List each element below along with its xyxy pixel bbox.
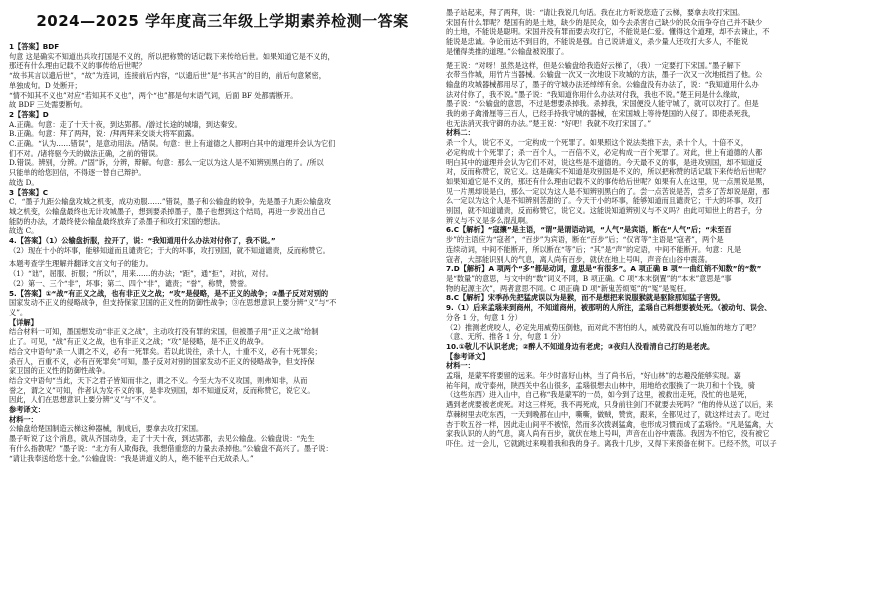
text-line: 故选 D。 bbox=[9, 177, 39, 187]
page-title: 2024—2025 学年度高三年级上学期素养检测一答案 bbox=[36, 12, 409, 30]
text-line: 3【答案】C bbox=[9, 187, 49, 197]
text-line: 只能单的给您回信，不得逐一替自己辩护。 bbox=[9, 168, 146, 178]
text-line: 10.①敬儿不认识老虎；②醉人不知道身边有老虎；③夜归人没看清自己打的是老虎。 bbox=[446, 341, 715, 351]
text-line: 孟瑙，是蒙军将要留的远来。年少时喜好山林，当了尚书后，“好山林”的志趣没能够实现。嘉 bbox=[446, 371, 741, 381]
text-line: （意、无所、推各 1 分，句意 1 分） bbox=[446, 332, 565, 342]
text-line: 的土地，不能说是聪明。宋国并没有罪而要去攻打它，不能说是仁爱。懂得这个道理，却不去谏止，不 bbox=[446, 27, 770, 37]
text-line: 杏于吹五谷一样，因此走山间平不被惊，然而多次拨剥猛禽，也形成习惯而成了孟瑙怜。“凡是猛禽，大 bbox=[446, 419, 774, 429]
text-line: 本题考查学生理解并翻译文言文句子的能力。 bbox=[9, 259, 153, 269]
text-line: 5.【答案】①“战”有正义之战，也有非正义之战；“攻”是侵略，是不正义的战争；②墨子反对对别的 bbox=[9, 288, 329, 298]
text-line: 也无法消灭我守御的办法。”楚王说：“好吧！我就不攻打宋国了。” bbox=[446, 118, 652, 128]
text-line: 公输盘给楚国制造云梯这种器械，制成后，要拿去攻打宋国。 bbox=[9, 424, 204, 434]
text-line: 楚王说：“对呀！虽然是这样，但是公输盘给我造好云梯了，（我）一定要打下宋国。”墨子解下 bbox=[446, 60, 741, 70]
text-line: 衣带当作城，用竹片当器械。公输盘一次又一次地设下攻城的方法，墨子一次又一次地抵挡了他。公 bbox=[446, 70, 763, 80]
text-line: （2）推测老虎咬人，必定先用威势压倒他，而对此不害怕的人，威势就没有可以施加的地方了吧？ bbox=[446, 322, 760, 332]
text-line: 家卫国的正义性的防御性战争。 bbox=[9, 366, 110, 376]
text-line: 9.（1）后来孟瑙来到商州，不知道商州，被那明的人所注，孟瑙自己料想要被处死。（被动句、误会、 bbox=[446, 303, 772, 313]
text-line: 誉之，谓之义”可知，作者认为发不义的事，是非攻别国，却不知道反对，反而称赞它，说它义。 bbox=[9, 385, 315, 395]
text-line: 有什么指教呢？”墨子说：“北方有人欺侮我，我想借重您的力量去杀掉他。”公输盘不高兴了。墨子说： bbox=[9, 443, 333, 453]
text-line: 7.D【解析】A 项两个“多”都是动词，意思是“有很多”。A 项正确 B 项“一曲红销不知数”的“数” bbox=[446, 264, 762, 274]
text-line: 明白其中的道理并会认为它们不对，说这些是不道德的。今天最不义的事，是进攻别国，却不知道反 bbox=[446, 157, 763, 167]
text-line: （2）第一、三个“非”，坏事；第二、四个“非”，谴责；“誉”，称赞，赞誉。 bbox=[9, 278, 252, 288]
text-line: 参考译文： bbox=[9, 405, 45, 415]
text-line: 步”的主语应为“寇者”，“百步”为宾语，断在“百步”后；“仅宵等”主语是“寇者”，两个是 bbox=[446, 235, 724, 245]
text-line: （2）现在十小的坏事，能够知道而且谴责它；于大的坏事，攻打别国，就不知道谴责，反而称赞它。 bbox=[9, 245, 330, 255]
text-line: 能说是忠诚。争论而达不到目的，不能说是强。自己说讲道义，杀少量人还攻打大多人，不能说 bbox=[446, 37, 748, 47]
text-line: 单独成句。D 处断开； bbox=[9, 80, 82, 90]
text-line: 【参考译文】 bbox=[446, 351, 490, 361]
text-line: 分各 1 分，句意 1 分） bbox=[446, 312, 522, 322]
text-line: 能防的办法，才最终使公输盘最终放弃了杀墨子和攻打宋国的想法。 bbox=[9, 216, 225, 226]
text-line: 对，反而称赞它，说它义。这是确实不知道是攻别国是不义的，所以把称赞的话记载下来传给后世呢？ bbox=[446, 167, 770, 177]
text-line: D.错误。辨别，分辨。/“固”诉，分辨，辩解。句意：那么一定以为这人是不知辨别黑白的了。/所以 bbox=[9, 158, 324, 168]
text-line: “请让我奉送给您十金。”公输盘说：“我是讲道义的人，绝不能平白无故杀人。” bbox=[9, 453, 254, 463]
text-line: 墨子听说了这个消息，就从齐国动身，走了十天十夜，到达郢都，去见公输盘。公输盘说：“先生 bbox=[9, 434, 315, 444]
text-line: 结合文中语句“杀一人谓之不义，必有一死罪矣。若以此说往，杀十人，十重不义，必有十死罪矣； bbox=[9, 346, 322, 356]
text-line: 祐年间，成守泰州，陕西关中名山很多，孟瑙很想去山林中，用地给衣服换了一块刀和十个钱，骑 bbox=[446, 380, 756, 390]
text-line: 输盘的攻城器械都用尽了，墨子的守城办法还绰绰有余。公输盘没有办法了，说：“我知道用什么办 bbox=[446, 79, 759, 89]
text-line: C.正确。“认为……错误”，是意动用法。/错误。句意：世上有道德之人都明白其中的道理并会认为它们 bbox=[9, 139, 336, 149]
text-line: B.正确。句意：拜了两拜，说：/拜两拜来交谈大将军面露。 bbox=[9, 129, 199, 139]
text-line: 遇到老虎要被老虎死。对这三样死，我不再死成，只身前往剑门不就要去死吗？”他的侍从送了以后，来 bbox=[446, 400, 774, 410]
text-line: 草棘树里去吃东西，一天到晚都在山中，嘶嘶，做贼，赞赏，跟来，全都见过了，就这样过去了。吃过 bbox=[446, 409, 770, 419]
text-line: 物的起源主次”，两者意思不同。C 项正确 D 项“新鬼苦烦冤”的“冤”是冤枉。 bbox=[446, 283, 691, 293]
text-line: 1【答案】BDF bbox=[9, 42, 60, 51]
text-line: “故书其言以遗后世”，“故”为连词，连接前后内容，“以遗后世”是“书其言”的目的，前后句意紧密， bbox=[9, 71, 326, 81]
text-line: 杀百人，百重不义，必有百死罪矣”可知，墨子反对对别的国家发动不正义的侵略战争，但支持保 bbox=[9, 356, 315, 366]
text-line: 宋国有什么罪呢？楚国有的是土地，缺少的是民众，如今去杀害自己缺少的民众而争夺自己并不缺少 bbox=[446, 17, 763, 27]
text-line: 是“数量”的意思，与文中的“数”词义不同，B 项正确。C 项“本末倒置”的“本末”意思是“事 bbox=[446, 273, 732, 283]
text-line: C．“墨子九距公输盘攻城之机变，成功劝服……”错误，墨子和公输盘的较争，先是墨子九距公输盘攻 bbox=[9, 197, 331, 207]
text-line: 国家发动不正义的侵略战争，但支持保家卫国的正义性的防御性战争；③在思想意识上要分辨“义”与“不 bbox=[9, 298, 337, 308]
text-line: “情不知其不义也”对应“若知其不义也”，两个“也”都是句末语气词，后面 BF 处都需断开。 bbox=[9, 90, 298, 100]
text-line: 止了。可见，“战”有正义之战，也有非正义之战；“攻”是侵略，是不正义的战争。 bbox=[9, 337, 269, 347]
text-line: 因此，人们在思想意识上要分辨“义”与“不义”。 bbox=[9, 395, 161, 405]
text-line: 寇者，大部能识别人的气息，离人尚有百步，就伏在地上号叫，声音在山谷中震荡。 bbox=[446, 254, 712, 264]
text-line: 吓住。过一会儿，它就跳过来嗅着我和我的身子。离我十几步，又得下来预备在树下。已经不然，可以子 bbox=[446, 438, 777, 448]
text-line: A.正确。句意：走了十天十夜，到达郢都。/游过长途的城墙，到达秦安。 bbox=[9, 119, 242, 129]
text-line: 义”。 bbox=[9, 307, 28, 317]
text-line: 结合材料一可知，墨国想发动“非正义之战”，主动攻打没有罪的宋国，但被墨子用“正义之战”给制 bbox=[9, 327, 319, 337]
text-line: 是懂得类推的道理。”公输盘被说服了。 bbox=[446, 46, 569, 56]
text-line: 如果知道它是不义的，那还有什么理由记载不义的事传给后世呢？如果有人在这里，见一点黑说是黑， bbox=[446, 176, 770, 186]
text-line: 连续动词，中间不能断开，所以断在“等”后；“其”是“声”的定语，中间不能断开。句意：凡是 bbox=[446, 244, 742, 254]
text-line: 故 BDF 三处需要断句。 bbox=[9, 100, 88, 110]
text-line: 们不对。/诸将驱今天的做法正确，之前的错误。 bbox=[9, 148, 163, 158]
text-line: 那还有什么理由记载不义的事传给后世呢？ bbox=[9, 61, 146, 71]
text-line: 材料二： bbox=[446, 128, 475, 138]
text-line: 8.C【解析】宋季孙先把猛虎误以为是猴，而不是想把来说服猴就是驱除那知猛子害毁。 bbox=[446, 293, 725, 303]
text-line: 结合文中语句“当此，天下之君子皆知而非之，谓之不义。今至大为不义攻国，则弗知非，从而 bbox=[9, 375, 308, 385]
text-line: 我的弟子禽滑厘等三百人，已经手持我守城的器械，在宋国城上等待楚国的入侵了。即使杀死我， bbox=[446, 109, 756, 119]
text-line: 么一定以为这个人是不知辨别苦甜的了。今天干小的坏事，能够知道而且谴责它；干大的坏事，攻打 bbox=[446, 196, 763, 206]
text-line: 必定构成十个死罪了；杀一百个人，一百倍不义，必定构成一百个死罪了。对此，世上有道德的人都 bbox=[446, 147, 763, 157]
text-line: 法对付你了，我不说。”墨子说：“我知道你用什么办法对付我，我也不说。”楚王问是什么缘故， bbox=[446, 89, 745, 99]
text-line: 句意 这是确实不知道出兵攻打国是不义的，所以把称赞的话记载下来传给后世。如果知道它是不义的， bbox=[9, 51, 335, 61]
text-line: （这些东西）进入山中，自己称“我是蒙军的一员，如今到了这里，被救出走死，没忙的也是死， bbox=[446, 390, 752, 400]
text-line: 城之机变，公输盘最终也无计攻城墨子，想到要杀掉墨子，墨子也想到这个结局，再进一步说出自己 bbox=[9, 206, 326, 216]
text-line: 材料一： bbox=[9, 414, 38, 424]
text-line: 【详解】 bbox=[9, 317, 38, 327]
text-line: 2【答案】D bbox=[9, 109, 49, 119]
text-line: 别国，就不知道谴责，反而称赞它，说它义。这能说知道辨别义与不义吗？由此可知世上的君子，分 bbox=[446, 206, 763, 216]
text-line: （1）“诎”，屈服、折服；“所以”，用来……的办法；“距”，通“拒”，对抗，对付。 bbox=[9, 269, 273, 279]
left-column bbox=[9, 42, 435, 616]
text-line: 辨义与不义是多么混乱啊。 bbox=[446, 215, 533, 225]
right-column bbox=[446, 8, 862, 610]
text-line: 见一片黑却说是白，那么一定以为这人是不知辨别黑白的了。尝一点苦说是苦，尝多了苦却说是甜，那 bbox=[446, 186, 770, 196]
text-line: 家我认识的人的气息，离人尚有百步，就伏在地上号叫，声音在山谷中震荡。我因为不怕它，没有被它 bbox=[446, 429, 770, 439]
text-line: 故选 C。 bbox=[9, 226, 39, 236]
text-line: 6.C【解析】“寇攘”是主语，“谓”是谓语动词，“人气”是宾语，断在“人气”后；“未至百 bbox=[446, 225, 732, 235]
text-line: 材料一： bbox=[446, 361, 475, 371]
text-line: 4.【答案】（1）公输盘折服，拉开了，说：“我知道用什么办法对付你了，我不说。” bbox=[9, 236, 276, 246]
text-line: 墨子说：“公输盘的意思，不过是想要杀掉我。杀掉我，宋国便没人能守城了，就可以攻打了。但是 bbox=[446, 99, 759, 109]
text-line: 杀一个人，说它不义，一定构成一个死罪了。如果照这个说法类推下去，杀十个人，十倍不义， bbox=[446, 138, 748, 148]
text-line: 墨子站起来，拜了两拜，说：“请让我说几句话。我在北方听说您造了云梯，要拿去攻打宋国。 bbox=[446, 8, 745, 17]
